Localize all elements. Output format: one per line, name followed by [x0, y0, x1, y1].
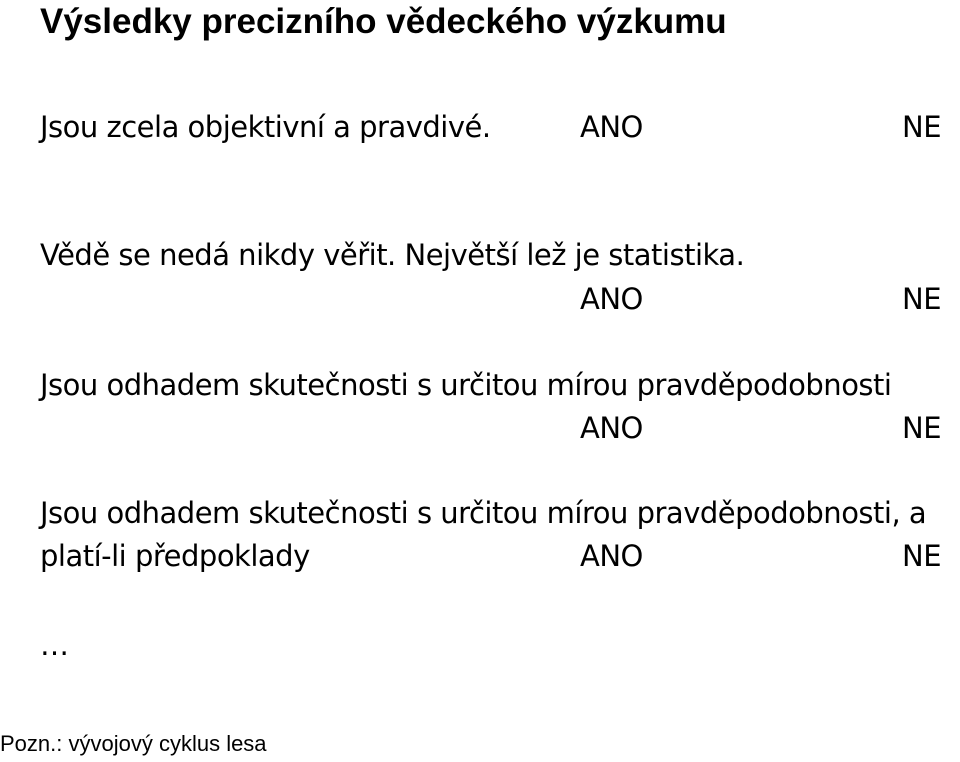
question-1-yes-option[interactable]: ANO	[580, 110, 643, 144]
ellipsis: …	[40, 628, 69, 662]
question-2-yes-option[interactable]: ANO	[580, 282, 643, 316]
question-3-text: Jsou odhadem skutečnosti s určitou mírou pravděpodobnosti	[40, 368, 892, 402]
question-3-no-option[interactable]: NE	[902, 411, 942, 445]
question-4-text-line2: platí-li předpoklady	[40, 539, 310, 573]
question-4-no-option[interactable]: NE	[902, 539, 942, 573]
question-1-no-option[interactable]: NE	[902, 110, 942, 144]
note-text: Pozn.: vývojový cyklus lesa	[0, 731, 267, 756]
question-3-yes-option[interactable]: ANO	[580, 411, 643, 445]
question-4-yes-option[interactable]: ANO	[580, 539, 643, 573]
page-title: Výsledky precizního vědeckého výzkumu	[40, 2, 727, 41]
question-1-text: Jsou zcela objektivní a pravdivé.	[40, 110, 491, 144]
question-2-text: Vědě se nedá nikdy věřit. Největší lež je statistika.	[40, 238, 745, 272]
question-2-no-option[interactable]: NE	[902, 282, 942, 316]
question-4-text-line1: Jsou odhadem skutečnosti s určitou mírou pravděpodobnosti, a	[40, 496, 927, 530]
